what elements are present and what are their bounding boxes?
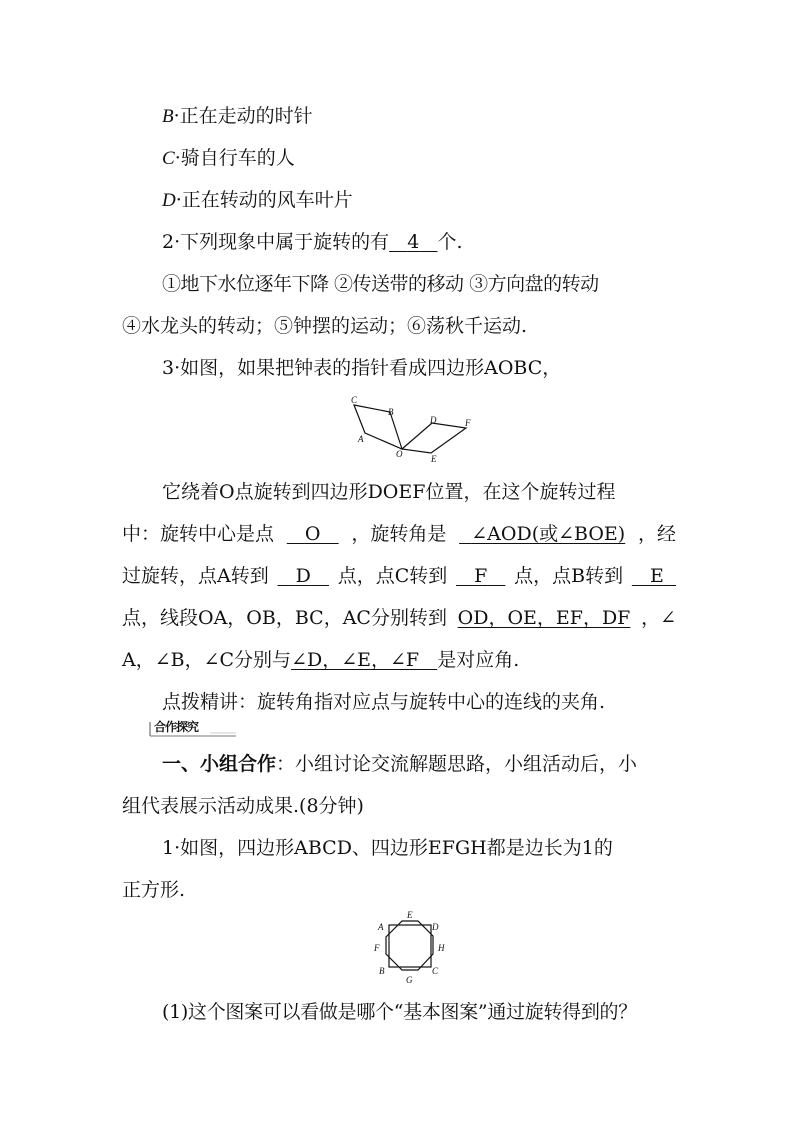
q3-l2-c: ，旋转角是 xyxy=(351,523,447,545)
option-letter: C xyxy=(162,148,175,169)
q3-l4-a: 点，线段OA，OB，BC，AC分别转到 xyxy=(122,607,447,629)
blank-a-to-value: D xyxy=(295,565,311,587)
label-e: E xyxy=(431,454,437,464)
q2-prefix: 2·下列现象中属于旋转的有 xyxy=(162,231,390,253)
blank-angle-value: ∠AOD(或∠BOE) xyxy=(471,523,626,545)
option-letter: B xyxy=(162,106,174,127)
q3-l5-c: 是对应角. xyxy=(437,649,520,671)
blank-center xyxy=(287,521,339,547)
question-2 xyxy=(162,229,463,255)
octagon-efgh xyxy=(386,921,433,970)
option-text: ·骑自行车的人 xyxy=(174,147,295,169)
option-letter: D xyxy=(162,190,176,211)
p1-line-2: 正方形. xyxy=(122,879,186,901)
label-d: D xyxy=(432,922,439,932)
section-tag-label: 合作探究 xyxy=(154,720,199,734)
q2-answer-value: 4 xyxy=(407,231,420,253)
option-text: ·正在走动的时针 xyxy=(173,105,313,127)
q3-l3-c: 点，点C转到 xyxy=(337,565,448,587)
q3-line-2 xyxy=(122,521,676,547)
q3-line-3 xyxy=(122,563,676,589)
label-c: C xyxy=(432,966,439,976)
quadrilateral-doef xyxy=(402,423,466,453)
label-b: B xyxy=(379,966,385,976)
q3-l3-e: 点，点B转到 xyxy=(514,565,624,587)
option-b xyxy=(162,103,313,130)
blank-b-to-value: E xyxy=(649,565,664,587)
q2-suffix: 个. xyxy=(437,231,463,253)
blank-angle xyxy=(459,521,625,547)
q3-l3-a: 过旋转，点A转到 xyxy=(122,565,269,587)
section-tag xyxy=(150,720,236,738)
option-text: ·正在转动的风车叶片 xyxy=(175,189,353,211)
label-o: O xyxy=(396,449,403,459)
square-abcd xyxy=(389,925,431,967)
blank-c-to xyxy=(456,563,505,589)
q2-answer xyxy=(389,231,437,253)
p1-line-1: 1·如图，四边形ABCD、四边形EFGH都是边长为1的 xyxy=(162,837,613,859)
q3-line-4 xyxy=(122,605,676,631)
blank-center-value: O xyxy=(304,523,321,545)
tip: 点拨精讲：旋转角指对应点与旋转中心的连线的夹角. xyxy=(162,691,606,713)
group-line-1 xyxy=(162,751,637,777)
p1-question-1: (1)这个图案可以看做是哪个“基本图案”通过旋转得到的？ xyxy=(162,1001,637,1023)
q3-l2-e: ，经 xyxy=(637,523,676,545)
label-h: H xyxy=(438,943,445,953)
blank-segments: OD，OE，EF，DF xyxy=(457,607,631,629)
blank-angles xyxy=(291,649,437,671)
blank-c-to-value: F xyxy=(474,565,488,587)
rotation-figure xyxy=(345,393,475,463)
q2-line-1: ①地下水位逐年下降 ②传送带的移动 ③方向盘的转动 xyxy=(162,273,599,295)
q3-line-5 xyxy=(122,647,519,673)
label-d: D xyxy=(430,415,437,425)
option-c xyxy=(162,145,295,172)
label-f: F xyxy=(465,418,471,428)
label-f: F xyxy=(374,943,380,953)
label-e: E xyxy=(407,910,413,920)
q2-line-2: ④水龙头的转动；⑤钟摆的运动；⑥荡秋千运动. xyxy=(122,315,528,337)
blank-angles-value: ∠D，∠E，∠F xyxy=(291,649,420,671)
label-b: B xyxy=(388,407,394,417)
square-figure xyxy=(365,908,455,988)
label-c: C xyxy=(351,395,358,405)
group-line-2: 组代表展示活动成果.(8分钟) xyxy=(122,795,364,817)
q3-l2-a: 中：旋转中心是点 xyxy=(122,523,275,545)
q3-l4-c: ，∠ xyxy=(641,607,676,629)
label-g: G xyxy=(406,975,413,985)
label-a: A xyxy=(378,922,384,932)
q3-intro: 3·如图，如果把钟表的指针看成四边形AOBC， xyxy=(162,357,562,379)
label-a: A xyxy=(358,434,364,444)
blank-a-to xyxy=(277,563,328,589)
option-d xyxy=(162,187,353,214)
group-title: 一、小组合作 xyxy=(162,753,277,775)
q3-line-1-text: 它绕着O点旋转到四边形DOEF位置，在这个旋转过程 xyxy=(162,481,616,503)
q3-l5-a: A，∠B，∠C分别与 xyxy=(122,649,292,671)
blank-b-to xyxy=(632,563,676,589)
q3-line-1 xyxy=(162,479,676,505)
group-text: ：小组讨论交流解题思路，小组活动后，小 xyxy=(276,753,638,775)
